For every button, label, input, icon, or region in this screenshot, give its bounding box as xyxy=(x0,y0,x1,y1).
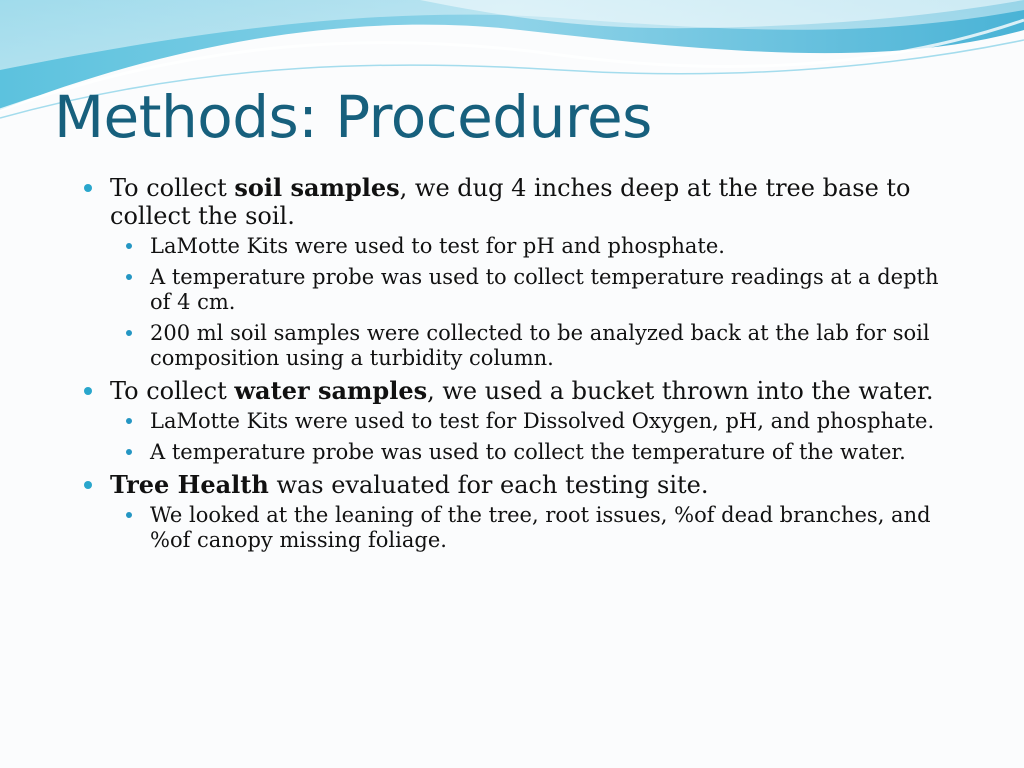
bullet-item xyxy=(84,471,964,553)
sub-bullet-text: We looked at the leaning of the tree, root issues, %of dead branches, and %of canopy missing foliage. xyxy=(150,503,931,552)
sub-bullet-dot-icon xyxy=(126,418,132,424)
bullet-text-bold: water samples xyxy=(234,376,428,405)
bullet-list xyxy=(84,174,964,553)
slide-title: Methods: Procedures xyxy=(54,83,652,151)
sub-bullet-text: 200 ml soil samples were collected to be analyzed back at the lab for soil composition using a turbidity column. xyxy=(150,321,930,370)
bullet-item xyxy=(84,377,964,465)
bullet-dot-icon xyxy=(84,387,92,395)
sub-bullet-item xyxy=(120,265,964,315)
sub-bullet-item xyxy=(120,409,964,434)
sub-bullet-item xyxy=(120,440,964,465)
sub-bullet-list xyxy=(120,503,964,553)
sub-bullet-item xyxy=(120,321,964,371)
sub-bullet-list xyxy=(120,409,964,465)
sub-bullet-dot-icon xyxy=(126,274,132,280)
sub-bullet-dot-icon xyxy=(126,330,132,336)
bullet-dot-icon xyxy=(84,481,92,489)
bullet-text-bold: soil samples xyxy=(234,173,400,202)
bullet-text-pre: To collect xyxy=(110,174,235,202)
sub-bullet-item xyxy=(120,234,964,259)
sub-bullet-text: A temperature probe was used to collect the temperature of the water. xyxy=(150,440,906,464)
bullet-text-bold: Tree Health xyxy=(110,470,269,499)
bullet-text-post: , we used a bucket thrown into the water. xyxy=(427,377,934,405)
sub-bullet-dot-icon xyxy=(126,512,132,518)
bullet-text-post: was evaluated for each testing site. xyxy=(268,471,709,499)
sub-bullet-text: LaMotte Kits were used to test for Dissolved Oxygen, pH, and phosphate. xyxy=(150,409,935,433)
slide-content xyxy=(84,172,964,559)
sub-bullet-list xyxy=(120,234,964,371)
sub-bullet-text: LaMotte Kits were used to test for pH and phosphate. xyxy=(150,234,725,258)
sub-bullet-item xyxy=(120,503,964,553)
bullet-text-pre: To collect xyxy=(110,377,235,405)
bullet-dot-icon xyxy=(84,184,92,192)
bullet-text-post: , we dug 4 inches deep at the tree base to collect the soil. xyxy=(110,174,911,230)
sub-bullet-dot-icon xyxy=(126,449,132,455)
sub-bullet-dot-icon xyxy=(126,243,132,249)
bullet-item xyxy=(84,174,964,371)
sub-bullet-text: A temperature probe was used to collect temperature readings at a depth of 4 cm. xyxy=(150,265,939,314)
